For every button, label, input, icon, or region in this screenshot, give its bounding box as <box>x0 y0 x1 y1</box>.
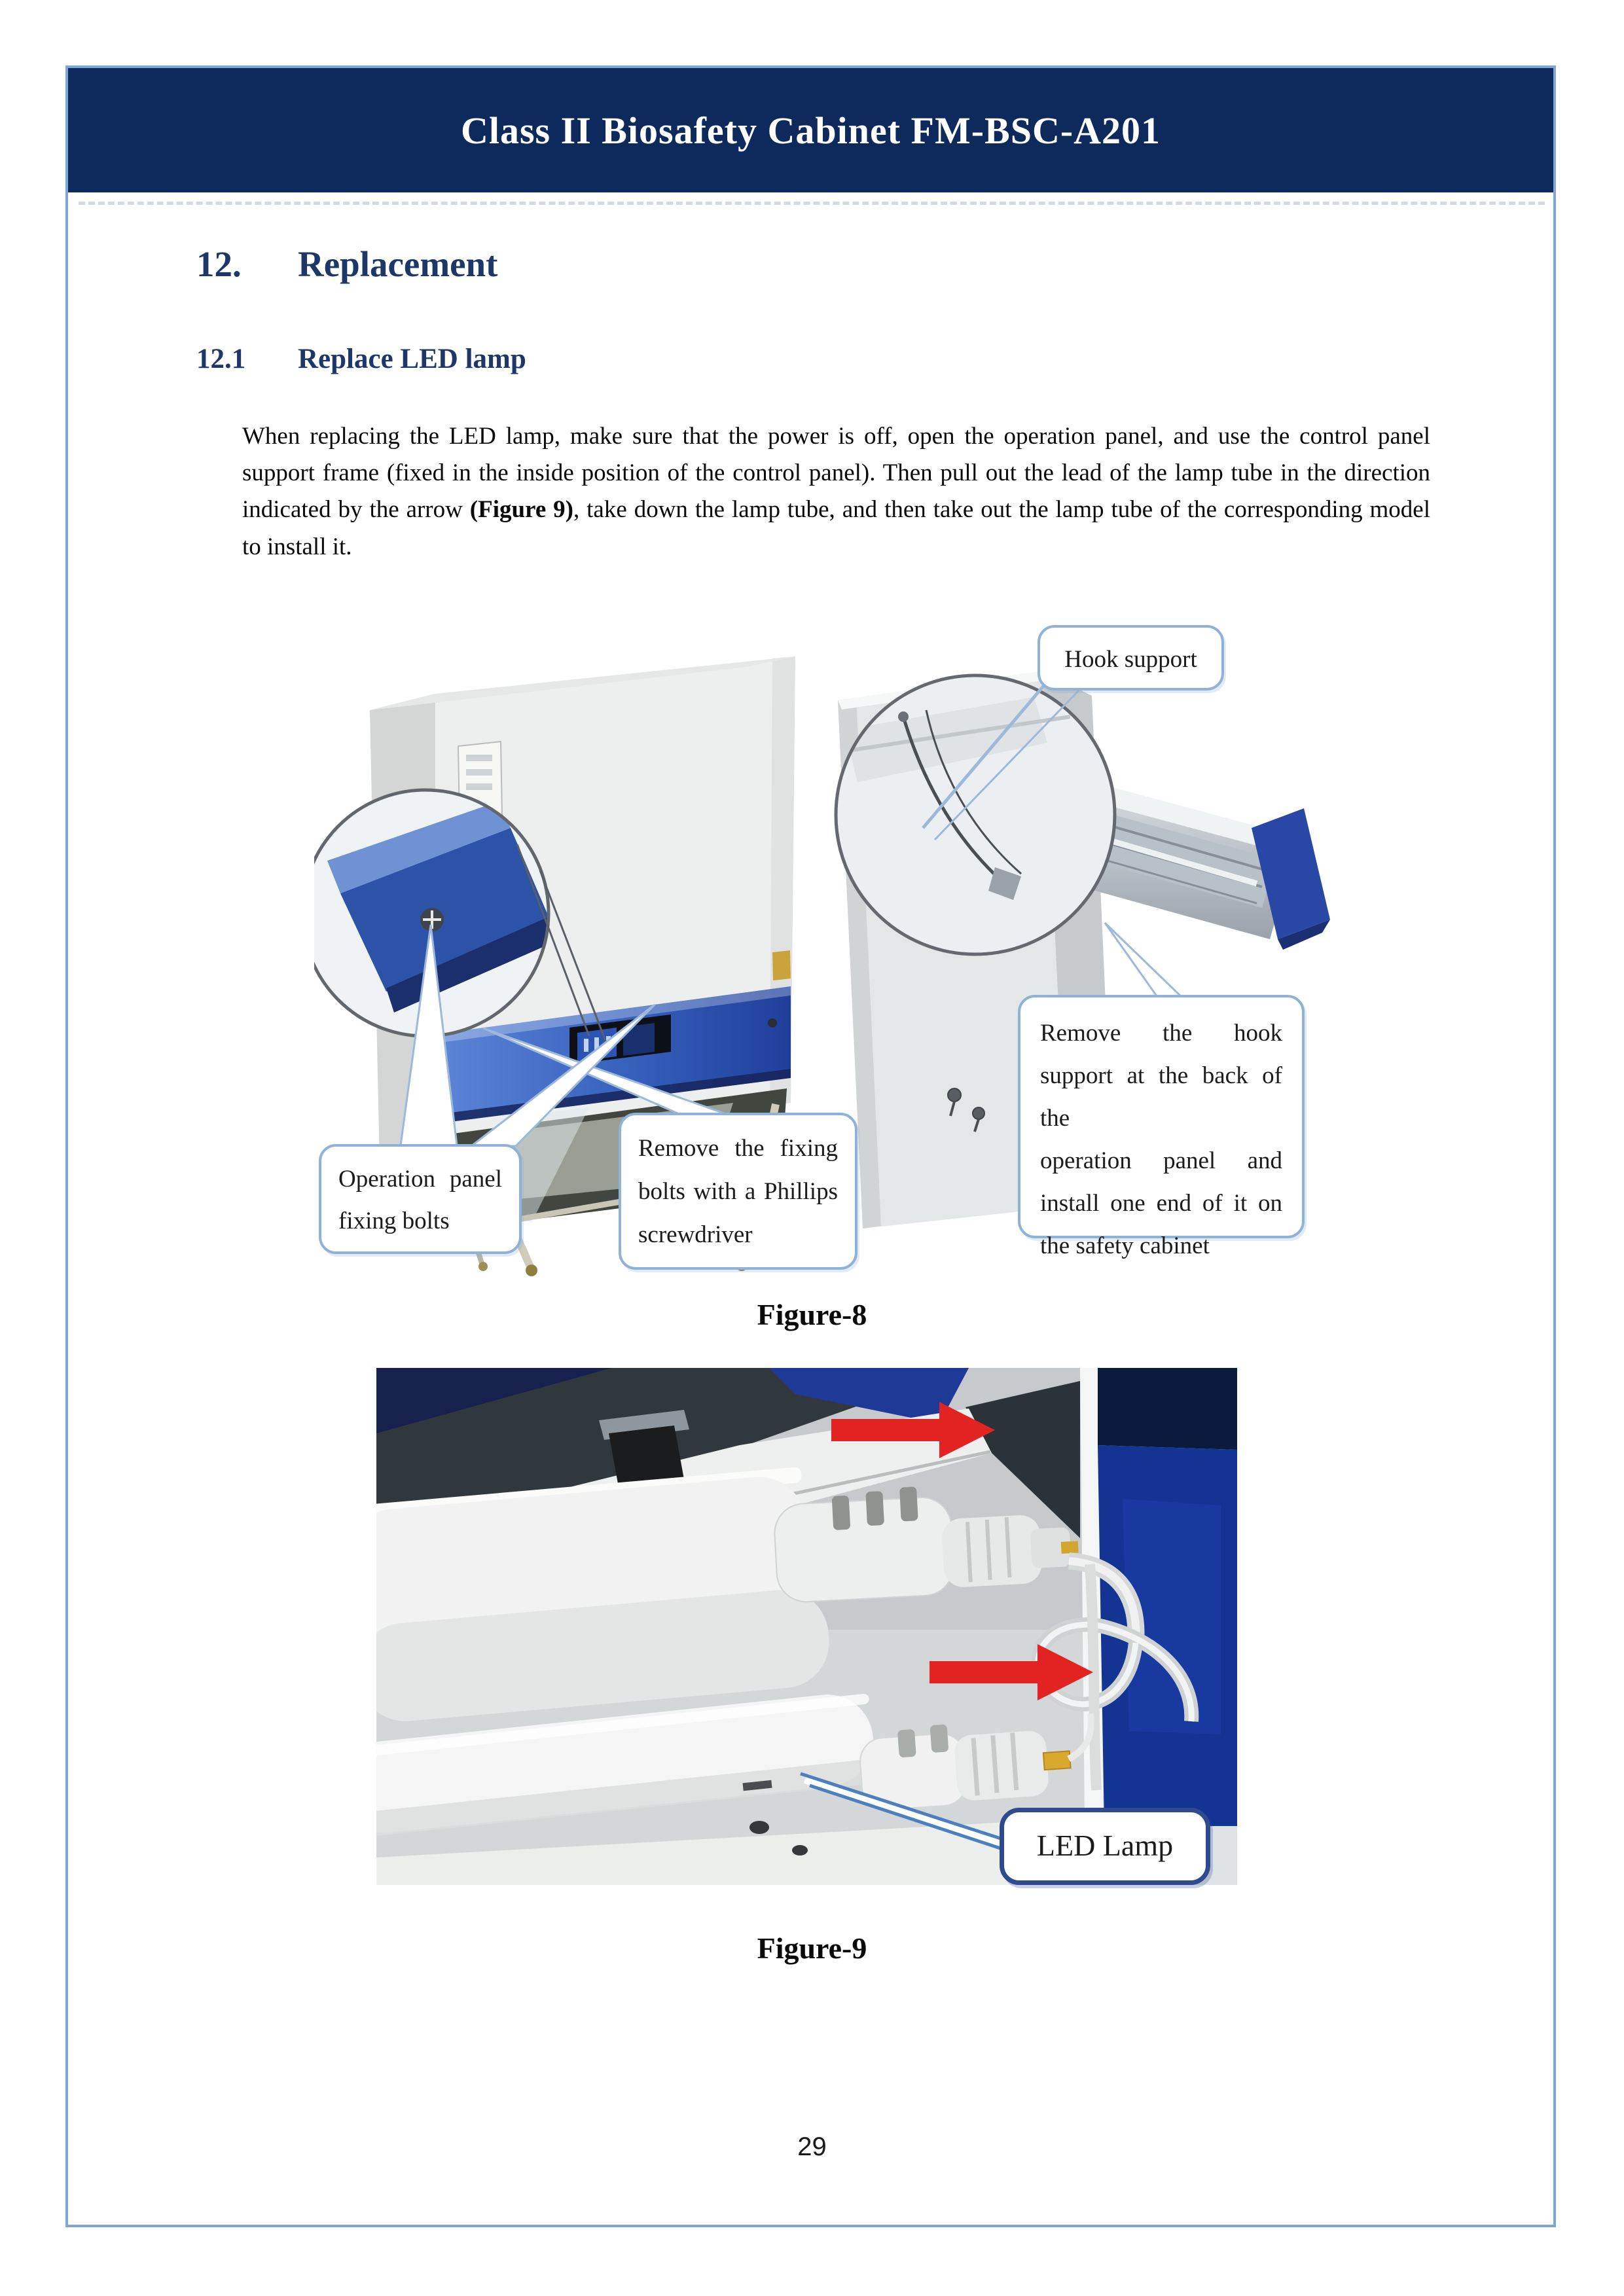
section-title: Replacement <box>298 244 498 284</box>
callout-text: fixing bolts <box>338 1208 450 1234</box>
callout-text: screwdriver <box>638 1221 753 1248</box>
callout-remove-hook-support <box>1018 995 1305 1259</box>
callout-text: Operation panel <box>338 1166 502 1193</box>
callout-text: support at the back of the <box>1040 1062 1282 1132</box>
subsection-title: Replace LED lamp <box>298 344 526 374</box>
callout-text: Remove the hook <box>1040 1020 1282 1047</box>
figure-reference: (Figure 9) <box>469 496 573 524</box>
callout-led-lamp <box>1000 1808 1210 1885</box>
callout-text: operation panel and <box>1040 1147 1282 1174</box>
paragraph-text-2: , take down the lamp tube, and then take out the lamp tube of the corresponding model to install it. <box>242 496 1431 560</box>
callout-operation-panel-fixing-bolts <box>319 1144 522 1254</box>
paragraph-text: When replacing the LED lamp, make sure that the power is off, open the operation panel, and use the control panel support frame (fixed in the inside position of the control panel). Then pull out the lead of the lamp tube in the direction indicated by the arrow <box>242 423 1430 524</box>
callout-text: LED Lamp <box>1036 1829 1174 1862</box>
callout-text: Hook support <box>1064 646 1197 673</box>
callout-text: bolts with a Phillips <box>638 1178 838 1205</box>
callout-text: install one end of it on <box>1040 1190 1282 1217</box>
callout-text: Remove the fixing <box>638 1135 838 1162</box>
upper-led-lamp <box>376 1465 833 1725</box>
figure-8 <box>314 612 1348 1296</box>
figure-8-caption: Figure-8 <box>757 1298 867 1331</box>
callout-text: the safety cabinet <box>1040 1232 1210 1259</box>
figure-9-caption: Figure-9 <box>757 1931 867 1965</box>
header-divider <box>79 202 1545 205</box>
body-paragraph <box>242 418 1430 565</box>
subsection-number: 12.1 <box>196 344 246 374</box>
page-header <box>68 68 1553 192</box>
callout-remove-fixing-bolts <box>619 1113 857 1270</box>
page-number: 29 <box>797 2132 827 2161</box>
subsection-heading <box>196 343 526 375</box>
callout-hook-support <box>1038 625 1224 691</box>
figure-9 <box>376 1368 1237 1885</box>
section-number: 12. <box>196 244 242 284</box>
page-title: Class II Biosafety Cabinet FM-BSC-A201 <box>460 109 1161 152</box>
section-heading <box>196 243 497 285</box>
